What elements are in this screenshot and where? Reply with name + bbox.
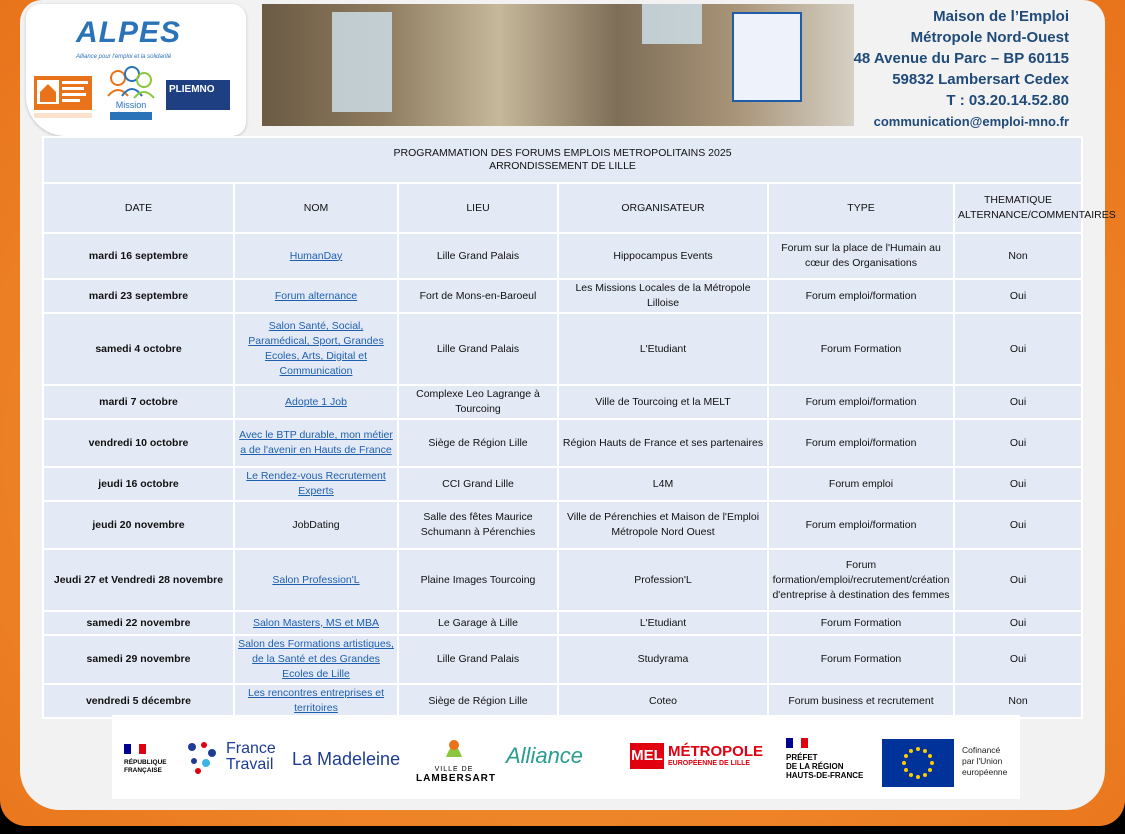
forum-link[interactable]: Adopte 1 Job — [285, 395, 347, 408]
row-lieu: Siège de Région Lille — [398, 684, 558, 718]
mel-badge: MEL — [630, 743, 664, 769]
table-row — [43, 419, 1082, 467]
mel-label: EUROPÉENNE DE LILLE — [668, 760, 751, 767]
row-thematique: Oui — [954, 611, 1082, 635]
row-nom — [234, 467, 398, 501]
row-type: Forum emploi/formation — [768, 419, 954, 467]
alliance-logo: Alliance — [506, 743, 584, 768]
forum-link[interactable]: Salon Profession'L — [272, 573, 360, 586]
row-thematique: Oui — [954, 467, 1082, 501]
eu-label: Cofinancé — [962, 745, 1001, 755]
table-header-row — [43, 183, 1082, 233]
row-lieu: Fort de Mons-en-Baroeul — [398, 279, 558, 313]
lambersart-emblem-icon — [442, 735, 466, 761]
table-row — [43, 385, 1082, 419]
row-nom — [234, 635, 398, 684]
row-type: Forum emploi/formation — [768, 385, 954, 419]
republique-francaise-logo — [124, 741, 176, 775]
row-lieu: Siège de Région Lille — [398, 419, 558, 467]
contact-phone: T : 03.20.14.52.80 — [946, 92, 1069, 109]
french-flag-icon — [786, 738, 808, 748]
row-nom — [234, 385, 398, 419]
photo-window — [332, 12, 392, 112]
row-lieu: Plaine Images Tourcoing — [398, 549, 558, 611]
row-lieu: Salle des fêtes Maurice Schumann à Pérenchies — [398, 501, 558, 549]
row-thematique: Non — [954, 233, 1082, 279]
row-nom — [234, 233, 398, 279]
table-title-line: PROGRAMMATION DES FORUMS EMPLOIS METROPOLITAINS 2025 — [393, 147, 732, 159]
forum-link[interactable]: Les rencontres entreprises et territoires — [248, 687, 384, 714]
row-date: mardi 23 septembre — [43, 279, 234, 313]
table-row — [43, 684, 1082, 718]
alpes-logo-text: ALPES — [76, 16, 182, 49]
mel-label: MÉTROPOLE — [668, 743, 764, 760]
row-date: jeudi 16 octobre — [43, 467, 234, 501]
row-lieu: CCI Grand Lille — [398, 467, 558, 501]
contact-line: Métropole Nord-Ouest — [910, 29, 1069, 46]
france-travail-logo — [184, 739, 284, 779]
contact-city: 59832 Lambersart Cedex — [892, 71, 1069, 88]
row-nom — [234, 611, 398, 635]
france-travail-label: Travail — [226, 756, 274, 773]
row-organisateur: Profession'L — [558, 549, 768, 611]
forum-link[interactable]: HumanDay — [289, 249, 343, 262]
table-row — [43, 467, 1082, 501]
row-date: samedi 29 novembre — [43, 635, 234, 684]
table-row — [43, 549, 1082, 611]
lambersart-label: LAMBERSART — [416, 773, 496, 784]
table-row — [43, 279, 1082, 313]
column-header-organisateur: ORGANISATEUR — [558, 183, 768, 233]
eu-label: européenne — [962, 767, 1008, 777]
row-nom: JobDating — [234, 501, 398, 549]
row-organisateur: Coteo — [558, 684, 768, 718]
forum-link[interactable]: Forum alternance — [274, 289, 358, 302]
table-title — [43, 137, 1082, 183]
row-nom — [234, 549, 398, 611]
maison-emploi-logo-icon — [34, 76, 92, 122]
lambersart-logo — [416, 735, 496, 784]
row-date: vendredi 10 octobre — [43, 419, 234, 467]
row-type: Forum formation/emploi/recrutement/création d'entreprise à destination des femmes — [768, 549, 954, 611]
row-thematique: Oui — [954, 419, 1082, 467]
row-type: Forum Formation — [768, 635, 954, 684]
row-lieu: Lille Grand Palais — [398, 233, 558, 279]
row-thematique: Oui — [954, 385, 1082, 419]
column-header-nom: NOM — [234, 183, 398, 233]
france-travail-label: France — [226, 740, 276, 757]
forum-link[interactable]: Salon Masters, MS et MBA — [252, 616, 380, 629]
row-thematique: Non — [954, 684, 1082, 718]
column-header-lieu: LIEU — [398, 183, 558, 233]
table-row — [43, 611, 1082, 635]
row-thematique: Oui — [954, 635, 1082, 684]
row-organisateur: Hippocampus Events — [558, 233, 768, 279]
alpes-logo-card — [26, 4, 246, 136]
plie-mno-logo — [166, 80, 230, 110]
row-nom — [234, 419, 398, 467]
mission-locale-label: Mission Locale — [115, 100, 147, 120]
row-organisateur: L4M — [558, 467, 768, 501]
row-type: Forum Formation — [768, 313, 954, 385]
column-header-date: DATE — [43, 183, 234, 233]
row-organisateur: Les Missions Locales de la Métropole Lilloise — [558, 279, 768, 313]
forum-link[interactable]: Salon des Formations artistiques, de la Santé et des Grandes Ecoles de Lille — [238, 638, 394, 680]
row-lieu: Lille Grand Palais — [398, 313, 558, 385]
table-row — [43, 635, 1082, 684]
column-header-thematique: THEMATIQUE ALTERNANCE/COMMENTAIRES — [954, 183, 1082, 233]
alpes-tagline: Alliance pour l'emploi et la solidarité — [76, 54, 172, 60]
row-organisateur: Ville de Pérenchies et Maison de l'Emploi Métropole Nord Ouest — [558, 501, 768, 549]
row-organisateur: Studyrama — [558, 635, 768, 684]
table-body — [43, 233, 1082, 718]
table-title-row — [43, 137, 1082, 183]
column-header-type: TYPE — [768, 183, 954, 233]
row-organisateur: L'Etudiant — [558, 313, 768, 385]
table-row — [43, 501, 1082, 549]
table-row — [43, 233, 1082, 279]
contact-line: Maison de l’Emploi — [933, 8, 1069, 25]
row-lieu: Le Garage à Lille — [398, 611, 558, 635]
contact-email[interactable]: communication@emploi-mno.fr — [873, 114, 1069, 129]
row-type: Forum Formation — [768, 611, 954, 635]
contact-address: 48 Avenue du Parc – BP 60115 — [853, 50, 1069, 67]
row-type: Forum sur la place de l'Humain au cœur des Organisations — [768, 233, 954, 279]
row-lieu: Lille Grand Palais — [398, 635, 558, 684]
contact-block — [854, 6, 1069, 132]
prefet-label: DE LA RÉGION — [786, 762, 844, 771]
eu-logo — [882, 739, 1018, 789]
row-nom — [234, 684, 398, 718]
forums-table — [42, 136, 1116, 719]
french-flag-icon — [124, 744, 146, 754]
republique-label: RÉPUBLIQUE FRANÇAISE — [124, 759, 167, 774]
forums-table-container — [42, 136, 1116, 714]
row-type: Forum emploi — [768, 467, 954, 501]
forum-photo — [262, 4, 854, 126]
row-type: Forum business et recrutement — [768, 684, 954, 718]
plie-label: PLIEMNO — [169, 84, 215, 95]
row-date: samedi 22 novembre — [43, 611, 234, 635]
lambersart-label: VILLE DE — [434, 766, 474, 773]
partner-logos-bar — [112, 715, 1020, 799]
bottom-edge — [0, 826, 1125, 834]
row-thematique: Oui — [954, 501, 1082, 549]
row-date: Jeudi 27 et Vendredi 28 novembre — [43, 549, 234, 611]
eu-label: par l'Union — [962, 756, 1003, 766]
row-organisateur: Ville de Tourcoing et la MELT — [558, 385, 768, 419]
forum-link[interactable]: Salon Santé, Social, Paramédical, Sport, Grandes Ecoles, Arts, Digital et Communication — [248, 320, 384, 377]
row-organisateur: Région Hauts de France et ses partenaires — [558, 419, 768, 467]
france-travail-dots-icon — [184, 739, 220, 775]
mel-logo — [630, 743, 770, 773]
photo-poster — [732, 12, 802, 102]
row-date: mardi 16 septembre — [43, 233, 234, 279]
row-date: vendredi 5 décembre — [43, 684, 234, 718]
row-date: jeudi 20 novembre — [43, 501, 234, 549]
row-date: samedi 4 octobre — [43, 313, 234, 385]
row-thematique: Oui — [954, 279, 1082, 313]
row-type: Forum emploi/formation — [768, 279, 954, 313]
row-thematique: Oui — [954, 549, 1082, 611]
prefet-label: HAUTS-DE-FRANCE — [786, 771, 864, 780]
prefet-logo — [786, 735, 876, 780]
row-organisateur: L'Etudiant — [558, 611, 768, 635]
la-madeleine-logo: La Madeleine — [292, 749, 401, 769]
photo-window — [642, 4, 702, 44]
row-type: Forum emploi/formation — [768, 501, 954, 549]
eu-flag-icon — [882, 739, 954, 787]
row-lieu: Complexe Leo Lagrange à Tourcoing — [398, 385, 558, 419]
row-thematique: Oui — [954, 313, 1082, 385]
row-nom — [234, 313, 398, 385]
prefet-label: PRÉFET — [786, 753, 818, 762]
table-title-line: ARRONDISSEMENT DE LILLE — [489, 160, 636, 172]
table-row — [43, 313, 1082, 385]
forum-link[interactable]: Le Rendez-vous Recrutement Experts — [246, 470, 386, 497]
forum-link[interactable]: Avec le BTP durable, mon métier a de l'avenir en Hauts de France — [239, 429, 393, 456]
row-nom — [234, 279, 398, 313]
row-date: mardi 7 octobre — [43, 385, 234, 419]
